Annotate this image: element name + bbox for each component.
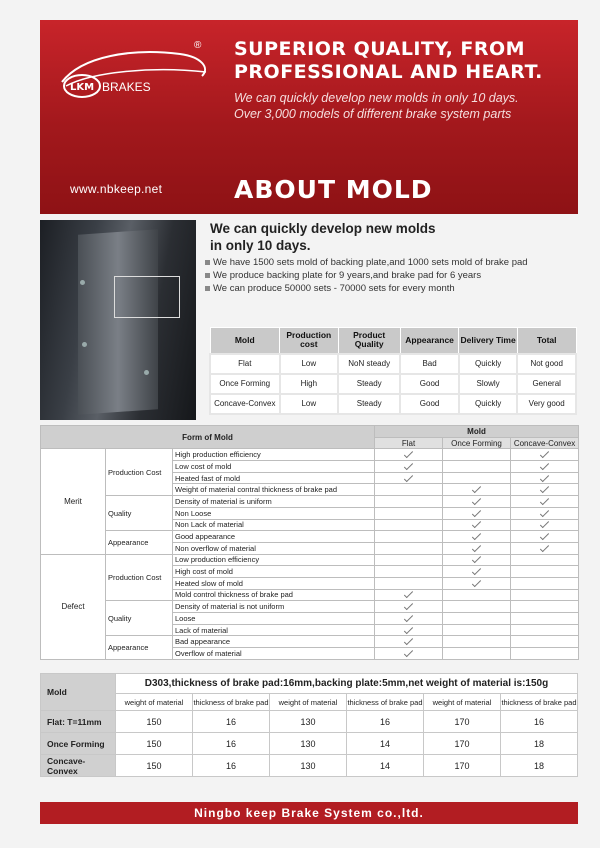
check-cell [375,484,443,496]
criterion-label: Low cost of mold [173,461,375,473]
check-icon [540,473,549,482]
photo-detail-frame [114,276,180,318]
criterion-label: High cost of mold [173,566,375,578]
check-icon [404,636,413,645]
check-icon [472,519,481,528]
table-cell: 18 [501,733,578,755]
lkm-brakes-logo [52,42,212,108]
check-cell [511,472,579,484]
check-cell [511,577,579,589]
check-cell [443,461,511,473]
merit-defect-body [41,426,579,660]
col-once-forming: Once Forming [443,437,511,449]
check-icon [472,508,481,517]
criterion-label: Mold control thickness of brake pad [173,589,375,601]
table-cell: 16 [193,733,270,755]
check-cell [375,472,443,484]
table-cell: 170 [424,711,501,733]
table-cell: Low [280,394,339,414]
table-cell: Slowly [459,374,518,394]
check-icon [472,554,481,563]
check-icon [540,449,549,458]
check-icon [404,648,413,657]
check-icon [540,496,549,505]
check-cell [375,566,443,578]
check-icon [540,531,549,540]
table-cell: 150 [116,755,193,777]
check-icon [404,461,413,470]
check-cell [443,566,511,578]
check-icon [404,601,413,610]
header-cell: Mold [210,328,280,354]
table-header-row [210,328,576,354]
table-cell: 130 [270,733,347,755]
subgroup-label: Production Cost [106,449,173,496]
check-cell [375,648,443,660]
check-cell [443,601,511,613]
table-cell: Quickly [459,394,518,414]
check-cell [375,577,443,589]
check-icon [404,449,413,458]
check-cell [443,519,511,531]
bolt-hole [144,370,149,375]
check-icon [404,589,413,598]
criterion-label: Heated fast of mold [173,472,375,484]
check-cell [511,531,579,543]
table-row [41,449,579,461]
table-header-row [41,426,579,438]
table-cell: 16 [193,755,270,777]
col-flat: Flat [375,437,443,449]
col-concave-convex: Concave-Convex [511,437,579,449]
row-label: Flat: T=11mm [41,711,116,733]
check-icon [540,461,549,470]
criterion-label: Loose [173,613,375,625]
check-cell [375,449,443,461]
check-cell [511,613,579,625]
table-cell: Good [400,394,459,414]
check-cell [511,589,579,601]
bullet-item: We can produce 50000 sets - 70000 sets for every month [204,283,534,294]
table-cell: 14 [347,733,424,755]
table-cell: 150 [116,711,193,733]
subgroup-label: Quality [106,601,173,636]
check-icon [472,566,481,575]
check-icon [540,484,549,493]
intro-title-line-2: in only 10 days. [210,238,311,253]
table-cell: 150 [116,733,193,755]
subgroup-label: Production Cost [106,554,173,601]
table-title: D303,thickness of brake pad:16mm,backing plate:5mm,net weight of material is:150g [116,674,578,694]
subgroup-label: Appearance [106,636,173,659]
check-cell [511,648,579,660]
table-cell: Steady [338,374,400,394]
intro-bullets [204,257,534,296]
check-cell [443,648,511,660]
check-cell [511,519,579,531]
check-icon [472,496,481,505]
header-cell: Appearance [400,328,459,354]
criterion-label: Density of material is uniform [173,496,375,508]
check-cell [511,507,579,519]
table-row [210,354,576,374]
check-icon [540,519,549,528]
table-cell: High [280,374,339,394]
criterion-label: High production efficiency [173,449,375,461]
table-row [41,755,578,777]
subheader-cell: thickness of brake pad [347,694,424,711]
table-row [210,374,576,394]
table-cell: Steady [338,394,400,414]
banner-subtitle-2: Over 3,000 models of different brake system parts [234,107,512,121]
check-cell [443,542,511,554]
check-icon [404,613,413,622]
check-cell [375,519,443,531]
table-row [41,733,578,755]
header-cell: Product Quality [338,328,400,354]
header-cell: Production cost [280,328,339,354]
criterion-label: Weight of material contral thickness of brake pad [173,484,375,496]
check-cell [375,613,443,625]
table-cell: Low [280,354,339,374]
table-cell: Once Forming [210,374,280,394]
mold-header: Mold [375,426,579,438]
weight-thickness-table [40,673,578,777]
merit-defect-table [40,425,579,660]
mold-plate-image [78,229,158,415]
check-cell [443,577,511,589]
check-icon [472,484,481,493]
check-icon [540,508,549,517]
table-row [210,394,576,414]
check-cell [443,531,511,543]
criterion-label: Overflow of material [173,648,375,660]
check-cell [443,613,511,625]
table-cell: 16 [193,711,270,733]
criterion-label: Good appearance [173,531,375,543]
table-cell: 130 [270,755,347,777]
check-cell [375,601,443,613]
table-cell: General [517,374,576,394]
check-cell [375,507,443,519]
table-cell: Quickly [459,354,518,374]
criterion-label: Non Loose [173,507,375,519]
criterion-label: Low production efficiency [173,554,375,566]
check-cell [511,554,579,566]
check-cell [511,542,579,554]
criterion-label: Non Lack of material [173,519,375,531]
check-cell [443,472,511,484]
headline-line-1: SUPERIOR QUALITY, FROM [234,38,526,60]
check-cell [443,449,511,461]
intro-title [210,220,436,254]
website-url[interactable]: www.nbkeep.net [70,182,163,196]
subheader-cell: thickness of brake pad [193,694,270,711]
subgroup-label: Quality [106,496,173,531]
bullet-item: We have 1500 sets mold of backing plate,and 1000 sets mold of brake pad [204,257,534,268]
mold-comparison-table [209,327,577,415]
group-label: Defect [41,554,106,659]
subheader-cell: weight of material [116,694,193,711]
check-cell [511,636,579,648]
table-cell: Very good [517,394,576,414]
check-cell [443,507,511,519]
check-cell [375,461,443,473]
check-cell [375,542,443,554]
table-cell: 14 [347,755,424,777]
form-of-mold-header: Form of Mold [41,426,375,449]
table-cell: Concave-Convex [210,394,280,414]
check-icon [472,543,481,552]
section-title: ABOUT MOLD [234,175,433,204]
logo-brand-text: BRAKES [102,80,151,94]
subgroup-label: Appearance [106,531,173,554]
table-row [41,711,578,733]
table-cell: 170 [424,755,501,777]
headline-line-2: PROFESSIONAL AND HEART. [234,61,543,83]
check-icon [540,543,549,552]
criterion-label: Heated slow of mold [173,577,375,589]
headline [234,38,543,84]
banner-subtitle-1: We can quickly develop new molds in only 10 days. [234,91,519,105]
check-cell [511,461,579,473]
banner-subtitle [234,90,519,122]
footer-company: Ningbo keep Brake System co.,ltd. [40,802,578,824]
subheader-cell: weight of material [424,694,501,711]
table-title-row [41,674,578,694]
bullet-item: We produce backing plate for 9 years,and brake pad for 6 years [204,270,534,281]
check-cell [375,624,443,636]
check-cell [511,566,579,578]
check-cell [375,636,443,648]
row-label: Once Forming [41,733,116,755]
table-cell: 170 [424,733,501,755]
check-cell [511,624,579,636]
table-cell: Not good [517,354,576,374]
table-cell: 16 [347,711,424,733]
check-cell [443,554,511,566]
check-cell [443,484,511,496]
table-row [41,531,579,543]
bolt-hole [80,280,85,285]
bolt-hole [82,342,87,347]
check-icon [472,531,481,540]
check-cell [443,636,511,648]
table-cell: 18 [501,755,578,777]
intro-title-line-1: We can quickly develop new molds [210,221,436,236]
logo-mark-text: LKM [69,82,95,93]
registered-mark: ® [194,40,202,51]
criterion-label: Density of material is not uniform [173,601,375,613]
criterion-label: Non overflow of material [173,542,375,554]
check-cell [511,601,579,613]
table-cell: Good [400,374,459,394]
check-cell [511,484,579,496]
subheader-cell: weight of material [270,694,347,711]
check-cell [511,449,579,461]
criterion-label: Lack of material [173,624,375,636]
table-row [41,601,579,613]
check-cell [375,496,443,508]
check-cell [443,496,511,508]
table-cell: 130 [270,711,347,733]
criterion-label: Bad appearance [173,636,375,648]
check-cell [443,624,511,636]
check-icon [404,625,413,634]
table-row [41,636,579,648]
mold-label: Mold [41,674,116,711]
table-cell: 16 [501,711,578,733]
subheader-cell: thickness of brake pad [501,694,578,711]
table-cell: NoN steady [338,354,400,374]
header-cell: Delivery Time [459,328,518,354]
check-cell [375,531,443,543]
table-cell: Flat [210,354,280,374]
mold-photo [40,220,196,420]
table-row [41,554,579,566]
header-cell: Total [517,328,576,354]
check-icon [472,578,481,587]
check-cell [511,496,579,508]
row-label: Concave-Convex [41,755,116,777]
table-row [41,496,579,508]
header-banner [40,20,578,214]
table-cell: Bad [400,354,459,374]
group-label: Merit [41,449,106,554]
table-subheader-row [41,694,578,711]
check-cell [375,589,443,601]
check-cell [375,554,443,566]
check-cell [443,589,511,601]
check-icon [404,473,413,482]
